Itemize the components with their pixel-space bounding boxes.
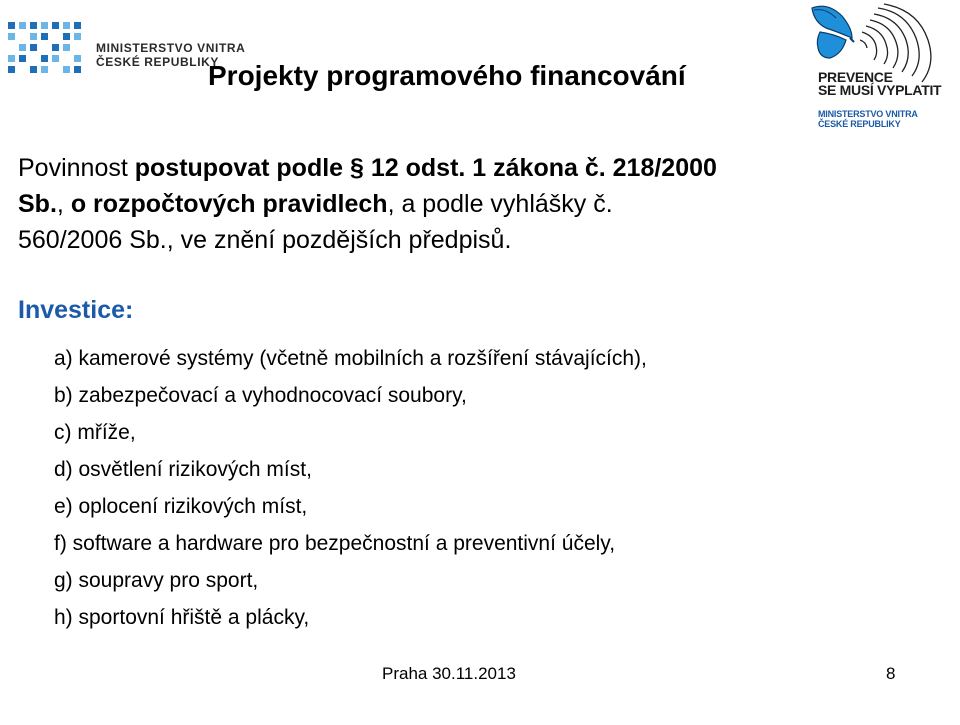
intro-text-3: , a podle vyhlášky č. 560/2006 Sb., ve znění pozdějších předpisů. xyxy=(18,190,613,254)
list-item: a) kamerové systémy (včetně mobilních a rozšíření stávajících), xyxy=(54,347,647,370)
list-item: b) zabezpečovací a vyhodnocovací soubory, xyxy=(54,384,467,407)
prevention-logo-subtext xyxy=(818,109,918,129)
list-item: d) osvětlení rizikových míst, xyxy=(54,458,312,481)
intro-bold-2: o rozpočtových pravidlech xyxy=(70,190,388,218)
intro-text-1: Povinnost xyxy=(18,154,135,182)
prevention-line2: SE MUSÍ VYPLATIT xyxy=(818,82,942,98)
list-item: c) mříže, xyxy=(54,421,136,444)
list-item: h) sportovní hřiště a plácky, xyxy=(54,606,310,629)
intro-bold-1: postupovat podle § 12 odst. 1 zákona č. 218/2000 Sb. xyxy=(18,154,717,218)
ministry-name-line2: ČESKÉ REPUBLIKY xyxy=(96,55,220,69)
intro-paragraph xyxy=(18,150,718,258)
slide-title: Projekty programového financování xyxy=(208,60,686,91)
page-number: 8 xyxy=(886,664,896,683)
prevention-logo-text xyxy=(818,71,941,97)
prevention-line1: PREVENCE xyxy=(818,69,893,85)
prevention-sub-line1: MINISTERSTVO VNITRA xyxy=(818,109,918,119)
prevention-sub-line2: ČESKÉ REPUBLIKY xyxy=(818,119,901,129)
investment-list xyxy=(54,340,647,636)
ministry-name-line1: MINISTERSTVO VNITRA xyxy=(96,41,246,55)
footer-date: Praha 30.11.2013 xyxy=(382,664,516,683)
section-title: Investice: xyxy=(18,296,134,324)
intro-text-2: , xyxy=(56,190,71,218)
list-item: f) software a hardware pro bezpečnostní a preventivní účely, xyxy=(54,532,616,555)
list-item: e) oplocení rizikových míst, xyxy=(54,495,308,518)
list-item: g) soupravy pro sport, xyxy=(54,569,259,592)
